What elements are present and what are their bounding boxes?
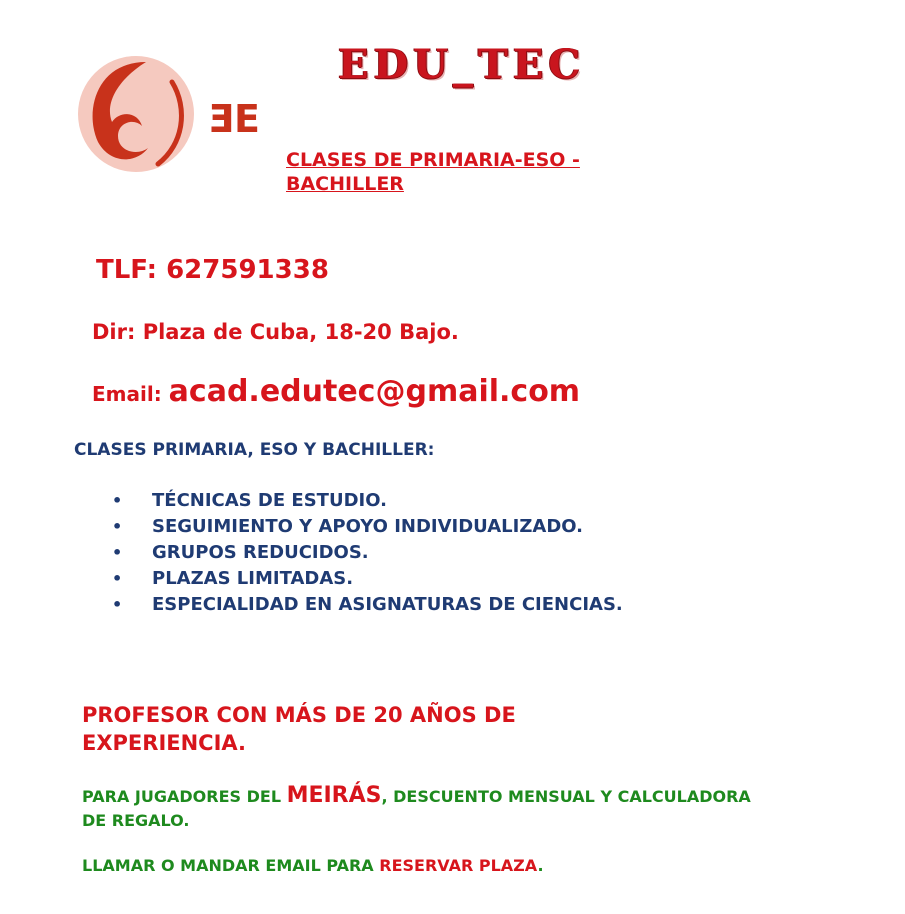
email-label: Email: — [92, 382, 169, 406]
meiras-note-prefix: PARA JUGADORES DEL — [82, 787, 287, 806]
experience-statement: PROFESOR CON MÁS DE 20 AÑOS DE EXPERIENCIA. — [82, 703, 516, 755]
list-item-text: ESPECIALIDAD EN ASIGNATURAS DE CIENCIAS. — [152, 594, 623, 615]
page-title: EDU_TEC — [338, 41, 586, 88]
cta-prefix: LLAMAR O MANDAR EMAIL PARA — [82, 856, 380, 875]
bullet-icon: • — [112, 543, 123, 562]
bullet-icon: • — [112, 569, 123, 588]
classes-heading: CLASES PRIMARIA, ESO Y BACHILLER: — [74, 440, 435, 460]
meiras-discount-note — [82, 784, 762, 833]
list-item — [110, 514, 623, 540]
address: Dir: Plaza de Cuba, 18-20 Bajo. — [92, 320, 459, 344]
bullet-icon: • — [112, 517, 123, 536]
cta-highlight: RESERVAR PLAZA — [379, 856, 538, 875]
phone-number: TLF: 627591338 — [96, 255, 329, 285]
subtitle: CLASES DE PRIMARIA-ESO - BACHILLER — [286, 149, 580, 195]
contact-call-to-action — [82, 856, 544, 875]
logo-letters: ƎE — [208, 97, 260, 141]
email-line — [92, 374, 580, 409]
meiras-note-suffix: , DESCUENTO MENSUAL Y CALCULADORA DE REGALO. — [82, 787, 751, 830]
list-item-text: TÉCNICAS DE ESTUDIO. — [152, 490, 387, 511]
email-address: acad.edutec@gmail.com — [168, 374, 581, 409]
list-item — [110, 566, 623, 592]
cta-suffix: . — [537, 856, 544, 875]
list-item — [110, 592, 623, 618]
features-list — [110, 488, 623, 618]
bullet-icon: • — [112, 491, 123, 510]
list-item-text: SEGUIMIENTO Y APOYO INDIVIDUALIZADO. — [152, 516, 584, 537]
meiras-highlight: MEIRÁS — [286, 783, 382, 808]
edutec-logo — [76, 52, 276, 182]
bullet-icon: • — [112, 595, 123, 614]
list-item-text: GRUPOS REDUCIDOS. — [152, 542, 369, 563]
list-item — [110, 488, 623, 514]
list-item-text: PLAZAS LIMITADAS. — [152, 568, 354, 589]
list-item — [110, 540, 623, 566]
